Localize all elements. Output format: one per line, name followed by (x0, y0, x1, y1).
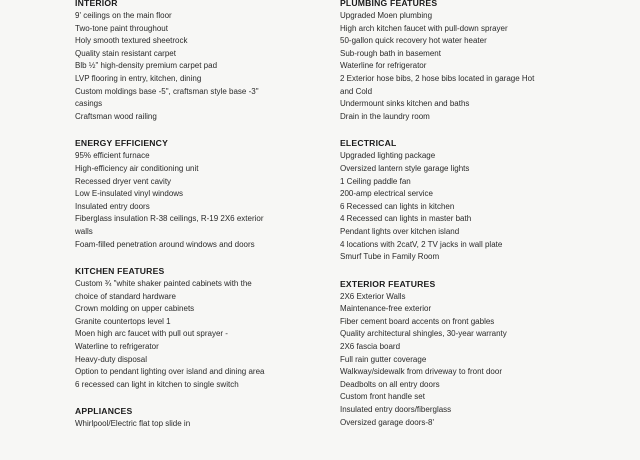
list-item: Waterline for refrigerator (340, 61, 427, 71)
list-item: High arch kitchen faucet with pull-down sprayer (340, 23, 508, 33)
list-item: Drain in the laundry room (340, 111, 430, 121)
section-electrical (340, 137, 630, 263)
list-item: Quality stain resistant carpet (75, 48, 176, 58)
list-item: Waterline to refrigerator (75, 342, 159, 352)
feature-list (340, 150, 630, 263)
list-item: 50-gallon quick recovery hot water heater (340, 36, 487, 46)
section-heading: APPLIANCES (75, 406, 133, 417)
list-item: Heavy-duty disposal (75, 354, 148, 364)
list-item: 200-amp electrical service (340, 189, 433, 199)
section-energy-efficiency (75, 137, 325, 251)
list-item: Option to pendant lighting over island and dining area (75, 367, 265, 377)
list-item: Blb ½" high-density premium carpet pad (75, 61, 218, 71)
list-item: Insulated entry doors (75, 201, 150, 211)
section-appliances (75, 405, 325, 431)
list-item: Custom ¾ "white shaker painted cabinets with the (75, 279, 252, 289)
list-item: Moen high arc faucet with pull out sprayer - (75, 329, 228, 339)
list-item: Foam-filled penetration around windows and doors (75, 239, 255, 249)
list-item: Oversized lantern style garage lights (340, 163, 470, 173)
list-item: Holy smooth textured sheetrock (75, 36, 188, 46)
list-item: Two-tone paint throughout (75, 23, 168, 33)
list-item: 2X6 Exterior Walls (340, 291, 406, 301)
list-item: Undermount sinks kitchen and baths (340, 99, 470, 109)
list-item: Upgraded Moen plumbing (340, 11, 433, 20)
list-item: 1 Ceiling paddle fan (340, 176, 411, 186)
feature-list (75, 278, 325, 391)
list-item: Fiber cement board accents on front gables (340, 316, 495, 326)
list-item: 6 Recessed can lights in kitchen (340, 201, 455, 211)
feature-list (75, 150, 325, 251)
list-item: 4 Recessed can lights in master bath (340, 214, 472, 224)
list-item: choice of standard hardware (75, 291, 176, 301)
list-item: Full rain gutter coverage (340, 354, 427, 364)
feature-list (340, 291, 630, 430)
feature-list (75, 418, 325, 431)
section-exterior-features (340, 278, 630, 430)
list-item: and Cold (340, 86, 373, 96)
left-column (75, 0, 325, 431)
list-item: Craftsman wood railing (75, 111, 157, 121)
section-heading: PLUMBING FEATURES (340, 0, 438, 8)
list-item: 95% efficient furnace (75, 151, 150, 161)
feature-list (340, 10, 630, 123)
section-plumbing-features (340, 0, 630, 123)
list-item: Fiberglass insulation R-38 ceilings, R-19 2X6 exterior (75, 214, 264, 224)
list-item: LVP flooring in entry, kitchen, dining (75, 73, 202, 83)
list-item: Upgraded lighting package (340, 151, 436, 161)
section-heading: EXTERIOR FEATURES (340, 278, 436, 289)
section-heading: ENERGY EFFICIENCY (75, 138, 169, 149)
list-item: High-efficiency air conditioning unit (75, 163, 199, 173)
list-item: 4 locations with 2catV, 2 TV jacks in wall plate (340, 239, 503, 249)
list-item: Crown molding on upper cabinets (75, 304, 195, 314)
list-item: Maintenance-free exterior (340, 304, 432, 314)
list-item: Granite countertops level 1 (75, 316, 171, 326)
list-item: 2X6 fascia board (340, 342, 401, 352)
list-item: Oversized garage doors-8' (340, 417, 435, 427)
list-item: Whirlpool/Electric flat top slide in (75, 419, 191, 429)
list-item: Recessed dryer vent cavity (75, 176, 172, 186)
list-item: Insulated entry doors/fiberglass (340, 405, 452, 415)
list-item: Walkway/sidewalk from driveway to front door (340, 367, 502, 377)
section-interior (75, 0, 325, 123)
list-item: Smurf Tube in Family Room (340, 252, 440, 262)
section-heading: ELECTRICAL (340, 138, 397, 149)
list-item: Custom front handle set (340, 392, 425, 402)
list-item: Pendant lights over kitchen island (340, 226, 460, 236)
right-column (340, 0, 630, 429)
section-heading: INTERIOR (75, 0, 118, 8)
list-item: 9' ceilings on the main floor (75, 11, 172, 20)
list-item: casings (75, 99, 103, 109)
section-heading: KITCHEN FEATURES (75, 266, 165, 277)
list-item: walls (75, 226, 93, 236)
list-item: Deadbolts on all entry doors (340, 379, 440, 389)
list-item: Custom moldings base -5", craftsman style base -3" (75, 86, 259, 96)
list-item: Low E-insulated vinyl windows (75, 189, 184, 199)
list-item: Quality architectural shingles, 30-year warranty (340, 329, 507, 339)
list-item: Sub-rough bath in basement (340, 48, 441, 58)
feature-list (75, 10, 325, 123)
list-item: 6 recessed can light in kitchen to single switch (75, 379, 239, 389)
section-kitchen-features (75, 265, 325, 391)
list-item: 2 Exterior hose bibs, 2 hose bibs located in garage Hot (340, 73, 535, 83)
